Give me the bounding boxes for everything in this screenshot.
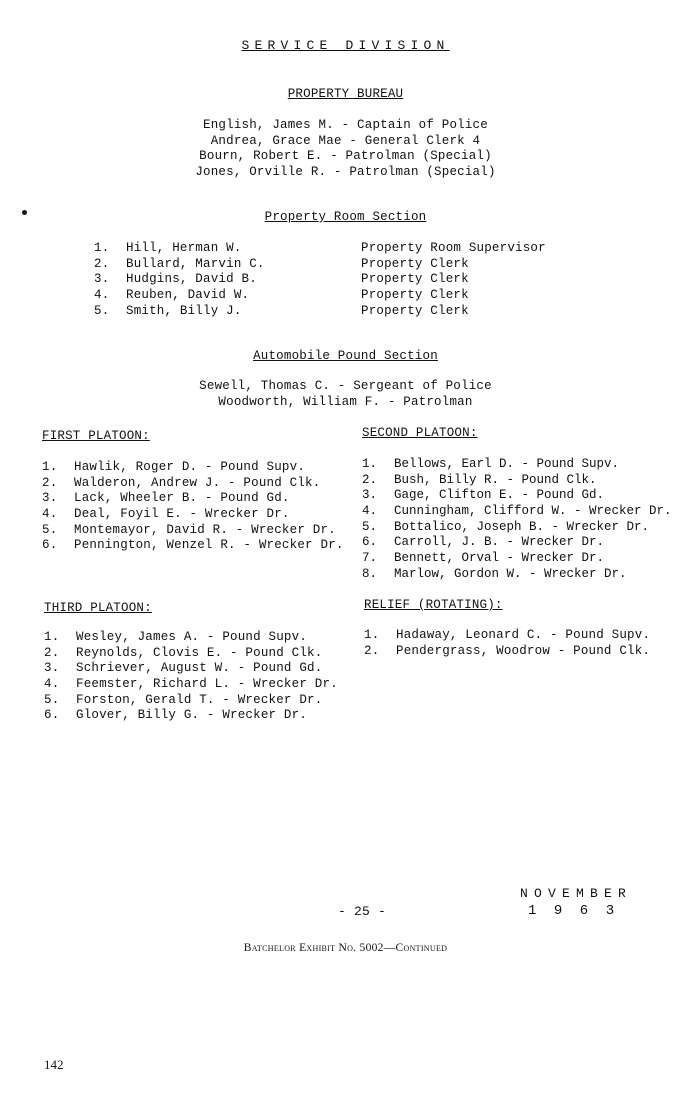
property-room-names: [94, 241, 265, 319]
item-text: Pendergrass, Woodrow - Pound Clk.: [396, 643, 651, 658]
item-number: 5.: [42, 522, 58, 537]
first-platoon-list: [42, 460, 344, 554]
item-text: Montemayor, David R. - Wrecker Dr.: [74, 522, 336, 537]
item-number: 2.: [364, 643, 380, 658]
list-item: [362, 551, 672, 567]
list-item: [44, 646, 338, 662]
list-item: [362, 567, 672, 583]
list-item: [94, 288, 265, 304]
item-number: 6.: [44, 708, 60, 723]
item-name: Hudgins, David B.: [126, 272, 257, 287]
relief-list: [364, 628, 650, 659]
list-item: [362, 504, 672, 520]
item-number: 3.: [44, 661, 60, 676]
list-item: [94, 272, 265, 288]
list-item: [94, 304, 265, 320]
item-number: 4.: [44, 677, 60, 692]
item-text: Feemster, Richard L. - Wrecker Dr.: [76, 677, 338, 692]
third-platoon-heading: THIRD PLATOON:: [44, 601, 152, 615]
list-item: [362, 520, 672, 536]
item-name: Smith, Billy J.: [126, 303, 242, 318]
item-text: Schriever, August W. - Pound Gd.: [76, 661, 323, 676]
list-item: [42, 460, 344, 476]
third-platoon-list: [44, 630, 338, 724]
item-text: Glover, Billy G. - Wrecker Dr.: [76, 708, 308, 723]
item-number: 1.: [362, 457, 378, 471]
item-name: Reuben, David W.: [126, 288, 250, 303]
auto-pound-staff-line: Sewell, Thomas C. - Sergeant of Police: [199, 379, 492, 393]
item-title: Property Clerk: [361, 303, 469, 318]
item-number: 2.: [42, 475, 58, 490]
item-text: Carroll, J. B. - Wrecker Dr.: [394, 535, 605, 550]
list-item: [364, 628, 650, 644]
list-item: [42, 507, 344, 523]
second-platoon-heading: SECOND PLATOON:: [362, 426, 478, 440]
item-number: 4.: [42, 507, 58, 522]
exhibit-caption: Batchelor Exhibit No. 5002—Continued: [243, 942, 448, 954]
item-number: 1.: [44, 630, 60, 644]
item-title: Property Clerk: [361, 272, 469, 287]
list-item: [364, 644, 650, 660]
property-room-heading: Property Room Section: [264, 210, 427, 224]
item-number: 6.: [362, 535, 378, 550]
item-text: Cunningham, Clifford W. - Wrecker Dr.: [394, 504, 672, 519]
list-item: [44, 677, 338, 693]
bureau-staff-line: English, James M. - Captain of Police: [203, 118, 488, 132]
item-number: 2.: [94, 256, 110, 271]
item-text: Hawlik, Roger D. - Pound Supv.: [74, 460, 306, 474]
list-item: [362, 488, 672, 504]
item-number: 7.: [362, 551, 378, 566]
list-item: [44, 693, 338, 709]
list-item: [362, 535, 672, 551]
list-item: [44, 630, 338, 646]
property-room-titles: [361, 241, 546, 319]
item-number: 3.: [94, 272, 110, 287]
item-text: Deal, Foyil E. - Wrecker Dr.: [74, 507, 290, 522]
item-text: Bennett, Orval - Wrecker Dr.: [394, 551, 605, 566]
item-number: 6.: [42, 538, 58, 553]
list-item: [44, 661, 338, 677]
auto-pound-staff-line: Woodworth, William F. - Patrolman: [218, 394, 473, 409]
item-number: 4.: [94, 288, 110, 303]
list-item: [44, 708, 338, 724]
item-title: Property Room Supervisor: [361, 241, 546, 255]
auto-pound-staff-list: [0, 379, 691, 410]
item-text: Reynolds, Clovis E. - Pound Clk.: [76, 645, 323, 660]
item-text: Marlow, Gordon W. - Wrecker Dr.: [394, 566, 627, 581]
item-number: 5.: [44, 692, 60, 707]
item-number: 5.: [362, 519, 378, 534]
item-number: 5.: [94, 303, 110, 318]
item-text: Gage, Clifton E. - Pound Gd.: [394, 488, 605, 503]
auto-pound-heading: Automobile Pound Section: [253, 349, 438, 363]
first-platoon-heading: FIRST PLATOON:: [42, 429, 150, 443]
list-item: [94, 241, 265, 257]
bureau-staff-line: Jones, Orville R. - Patrolman (Special): [195, 165, 496, 180]
item-number: 1.: [364, 628, 380, 642]
item-text: Lack, Wheeler B. - Pound Gd.: [74, 491, 290, 506]
second-platoon-list: [362, 457, 672, 583]
item-number: 2.: [362, 472, 378, 487]
list-item: [42, 538, 344, 554]
item-text: Bottalico, Joseph B. - Wrecker Dr.: [394, 519, 650, 534]
list-item: [42, 476, 344, 492]
list-item: [42, 491, 344, 507]
footer-month: NOVEMBER: [520, 886, 633, 901]
item-number: 2.: [44, 645, 60, 660]
item-text: Forston, Gerald T. - Wrecker Dr.: [76, 692, 323, 707]
item-number: 3.: [362, 488, 378, 503]
list-item: [362, 473, 672, 489]
item-number: 1.: [94, 241, 110, 255]
relief-heading: RELIEF (ROTATING):: [364, 598, 503, 612]
division-title: SERVICE DIVISION: [241, 38, 450, 53]
bureau-staff-line: Bourn, Robert E. - Patrolman (Special): [199, 149, 492, 164]
item-name: Hill, Herman W.: [126, 241, 242, 255]
list-item: [42, 523, 344, 539]
item-number: 8.: [362, 566, 378, 581]
item-text: Walderon, Andrew J. - Pound Clk.: [74, 475, 321, 490]
item-title: Property Clerk: [361, 288, 469, 303]
item-text: Bush, Billy R. - Pound Clk.: [394, 472, 597, 487]
bureau-staff-list: [0, 118, 691, 181]
item-text: Hadaway, Leonard C. - Pound Supv.: [396, 628, 651, 642]
item-name: Bullard, Marvin C.: [126, 256, 265, 271]
item-text: Wesley, James A. - Pound Supv.: [76, 630, 308, 644]
item-number: 4.: [362, 504, 378, 519]
bureau-heading: PROPERTY BUREAU: [287, 87, 404, 101]
footer-year: 1963: [528, 903, 632, 919]
list-item: [94, 257, 265, 273]
item-text: Pennington, Wenzel R. - Wrecker Dr.: [74, 538, 344, 553]
list-item: [362, 457, 672, 473]
item-title: Property Clerk: [361, 256, 469, 271]
item-number: 1.: [42, 460, 58, 474]
bureau-staff-line: Andrea, Grace Mae - General Clerk 4: [210, 133, 481, 148]
page-marker: - 25 -: [338, 904, 387, 919]
item-number: 3.: [42, 491, 58, 506]
page-number: 142: [44, 1057, 64, 1072]
item-text: Bellows, Earl D. - Pound Supv.: [394, 457, 620, 471]
